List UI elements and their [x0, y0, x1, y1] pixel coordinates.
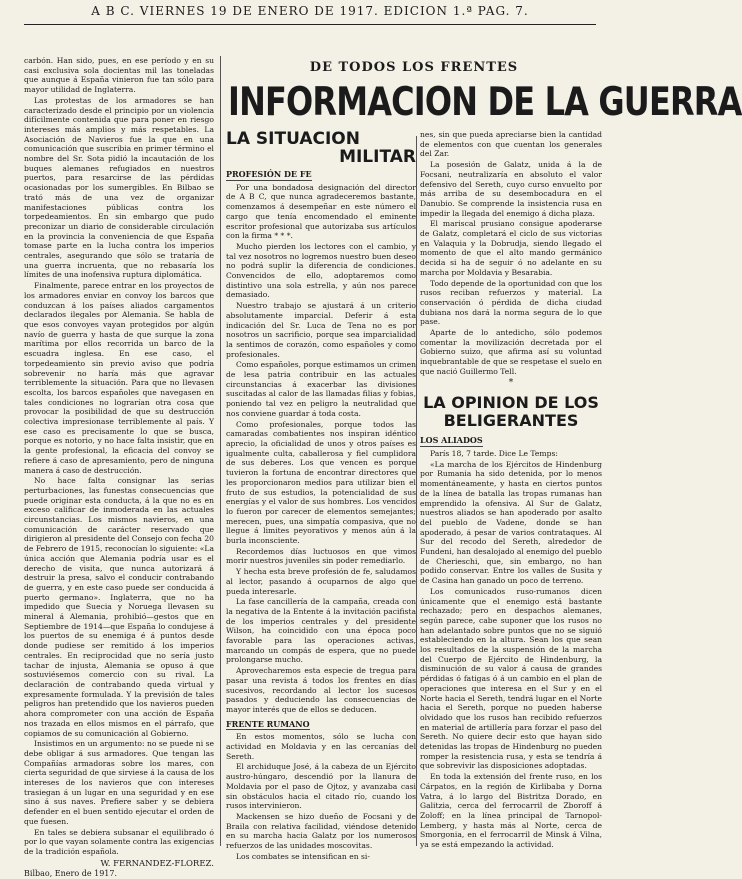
column-2 — [226, 129, 416, 861]
paragraph: Los combates se intensifican en si- — [236, 851, 370, 861]
paragraph: La posesión de Galatz, unida á la de Focsani, neutralizaría en absoluto el valor defensivo del Sereth, cuyo curso envuelto por más arriba de su desembocadura en el Danubio. Se comprende la insistencia rusa en impedir la llegada del enemigo á dicha plaza. — [420, 160, 602, 218]
headline-title: INFORMACION DE LA GUERRA — [228, 80, 742, 125]
subheading: LOS ALIADOS — [420, 435, 483, 446]
paragraph: nes, sin que pueda apreciarse bien la cantidad de elementos con que cuentan los generales del Zar. — [420, 130, 602, 159]
paragraph: Mackensen se hizo dueño de Focsani y de Braila con relativa facilidad, viéndose detenido en su marcha hacia Galatz por los numerosos refuerzos de las unidades moscovitas. — [226, 812, 416, 851]
paragraph: En estos momentos, sólo se lucha con actividad en Moldavia y en las cercanías del Sereth. — [226, 732, 416, 761]
paragraph: «La marcha de los Ejércitos de Hindenburg por Rumania ha sido detenida, por lo menos momentáneamente, y hasta en ciertos puntos de la línea de batalla las tropas rumanas han emprendido la ofensiva. Al Sur de Galatz, nuestros aliados se han apoderado por asalto del pueblo de Vadene, donde se han apoderado, á pesar de varios contrataques. Al Sur del recodo del Sereth, alrededor de Fundeni, han desalojado al enemigo del pueblo de Cherieschi, que, sin embargo, no han podido conservar. Entre los valles de Susita y de Casina han ganado un poco de terreno. — [420, 459, 602, 586]
column-1 — [24, 56, 214, 879]
paragraph: Todo depende de la oportunidad con que los rusos reciban refuerzos y material. La conservación ó pérdida de dicha ciudad dubiana nos dará la norma segura de lo que pase. — [420, 278, 602, 327]
paragraph: Aprovecharemos esta especie de tregua para pasar una revista á todos los frentes en días sucesivos, recordando al lector los sucesos pasados y deduciendo las consecuencias de mayor interés que de ellos se deducen. — [226, 666, 416, 714]
dateline: Bilbao, Enero de 1917. — [24, 869, 117, 879]
paragraph: Aparte de lo antedicho, sólo podemos comentar la movilización decretada por el Gobierno suizo, que afirma así su voluntad inquebrantable de que se respetase el suelo en que nació Guillermo Tell. — [420, 328, 602, 376]
column-divider — [220, 56, 221, 846]
subheading: FRENTE RUMANO — [226, 718, 310, 729]
subheading: PROFESIÓN DE FE — [226, 169, 312, 179]
paragraph: En tales se debiera subsanar el equilibrado ó por lo que vayan solamente contra las exigencias de la tradición española. — [24, 827, 214, 856]
column-3 — [420, 130, 602, 848]
paragraph: París 18, 7 tarde. Dice Le Temps: — [430, 448, 558, 458]
paragraph: Como españoles, porque estimamos un crimen de lesa patria contribuir en las actuales circunstancias á exacerbar las divisiones suscitadas al calor de las llamadas filias y fobias, poniendo tal vez en peligro la neutralidad que nos conviene guardar á toda costa. — [226, 360, 416, 418]
paragraph: En toda la extensión del frente ruso, en los Cárpatos, en la región de Kirlibaba y Dorna Vatra, á lo largo del Bistritza Dorado, en Galitzia, cerca del ferrocarril de Zboroff á Zoloff; en la línea principal de Tarnopol-Lemberg, y hasta más al Norte, cerca de Smorgonia, en el ferrocarril de Minsk á Vilna, ya se está empezando la actividad. — [420, 772, 602, 850]
section-separator: * — [508, 377, 514, 388]
paragraph: carbón. Han sido, pues, en ese período y en su casi exclusiva sola docientas mil las toneladas que aunque á España vinieron fue tan sólo para mayor utilidad de Inglaterra. — [24, 56, 214, 95]
author-signature: W. FERNANDEZ-FLOREZ. — [100, 858, 214, 869]
column-divider — [416, 136, 417, 846]
paragraph: El archiduque José, á la cabeza de un Ejército austro-húngaro, descendió por la llanura de Moldavia por el paso de Ojtoz, y avanzaba casi sin obstáculos hacia el citado río, cuando los rusos intervinieron. — [226, 762, 416, 811]
paragraph: Nuestro trabajo se ajustará á un criterio absolutamente imparcial. Deferir á esta indicación del Sr. Luca de Tena no es por nosotros un sacrificio, porque sea imparcialidad la sentimos de corazón, como españoles y como profesionales. — [226, 301, 416, 359]
paragraph: El mariscal prusiano consigue apoderarse de Galatz, completará el ciclo de sus victorias en Valaquia y la Dobrudja, siendo llegado el momento de que el alto mando germánico decida si ha de seguir ó no adelante en su marcha por Moldavia y Besarabia. — [420, 219, 602, 277]
section-title: MILITAR — [339, 147, 416, 167]
paragraph: Las protestas de los armadores se han caracterizado desde el principio por un violencia difícilmente contenida que para poner en riesgo intereses más amplios y más respetables. La Asociación de Navieros fue la que en una comunicación que suscribia en primer término el nombre del Sr. Sota pidió la incautación de los buques alemanes refugiados en nuestros puertos, para resarcirse de las pérdidas ocasionadas por los sumergibles. En Bilbao se trató más de una vez de organizar manifestaciones públicas contra los torpedeamientos. En sin embargo que pudo preconizar un diario de considerable circulación en la provincia la conveniencia de que España tomase parte en la lucha contra los imperios centrales, asegurando que sólo se trataría de una guerra incruenta, que no rebasaría los límites de una inofensiva ruptura diplomática. — [24, 95, 214, 280]
paragraph: Insistimos en un argumento: no se puede ni se debe obligar á sus armadores. Que tengan las Compañías armadoras sobre los mares, con cierta seguridad de que sirviese á la causa de los intereses de los navieros que con intereses trasiegan á un lugar en una seguridad y en ese sino á sus naves. Prefiere saber y se debiera defender en el buen sentido ejecutar el orden de que fuesen. — [24, 739, 214, 826]
paragraph: La fase cancillería de la campaña, creada con la negativa de la Entente á la invitación pacifista de los imperios centrales y del presidente Wilson, ha coincidido con una época poco favorable para las operaciones activas, marcando un compás de espera, que no puede prolongarse mucho. — [226, 597, 416, 665]
paragraph: Mucho pierden los lectores con el cambio, y tal vez nosotros no logremos nuestro buen deseo no podrá suplir la diferencia de condiciones. Convencidos de ello, adoptaremos como distintivo una sola estrella, y aún nos parece demasiado. — [226, 241, 416, 300]
paragraph: Y hecha esta breve profesión de fe, saludamos al lector, pasando á ocuparnos de algo que pueda interesarle. — [226, 567, 416, 596]
paragraph: Los comunicados ruso-rumanos dicen únicamente que el enemigo está bastante rechazado; pero en despachos alemanes, según parece, cabe suponer que los rusos no han adelantado sobre puntos que no se siguió estableciendo en la altura. Sean los que sean los resultados de la suspensión de la marcha del Cuerpo de Ejército de Hindenburg, la disminución de su valor á causa de grandes pérdidas ó fatigas ó á un cambio en el plan de operaciones que interesa en el Sur y en el Norte hacia el Sereth, tendrá lugar en el Norte hacia el Sereth, porque no pueden haberse olvidado que los rusos han recibido refuerzos en material de artillería para forzar el paso del Sereth. No quiere decir esto que hayan sido detenidas las tropas de Hindenburg no pueden romper la resistencia rusa, y esta se tendría á que sobrevivir las disposiciones adoptadas. — [420, 586, 602, 771]
section-title: LA SITUACION — [226, 129, 360, 149]
paragraph: Recordemos días luctuosos en que vimos morir nuestros juveniles sin poder remediarlo. — [226, 546, 416, 566]
paragraph: Por una bondadosa designación del director de A B C, que nunca agradeceremos bastante, comenzamos á desempeñar en este número el cargo que tenía encomendado el eminente escritor profesional que autorizaba sus artículos con la firma * * *. — [226, 182, 416, 241]
section-title: LA OPINION DE LOS BELIGERANTES — [423, 393, 599, 431]
header-rule — [24, 24, 596, 25]
headline-kicker: DE TODOS LOS FRENTES — [309, 60, 519, 75]
page-header: A B C. VIERNES 19 DE ENERO DE 1917. EDICION 1.ª PAG. 7. — [91, 4, 529, 18]
paragraph: No hace falta consignar las serias perturbaciones, las funestas consecuencias que puede originar esta conducta, á la que no es en exceso calificar de inmoderada en las actuales circunstancias. Los mismos navieros, en una comunicación de carácter reservado que dirigieron al presidente del Consejo con fecha 20 de Febrero de 1915, reconocían lo siguiente: «La única acción que Alemania podría usar es el derecho de visita, que nunca autorizará á destruir la presa, salvo el conducir contrabando de guerra, y en este caso puede ser conducida á puerto germano». Inglaterra, que no ha impedido que Suecia y Noruega llevasen su mineral á Alemania, prohibió—gestos que en Septiembre de 1914—que España lo condujese á los puertos de su enemiga é á puntos desde donde pudiese ser remitido á los imperios centrales. En reciprocidad que no sería justo tachar de injusta, Alemania se opuso á que sostuviésemos comercio con su rival. La declaración de contrabando queda virtual y expresamente formulada. Y la previsión de tales peligros han pretendido que los navieros pueden ahora comprometer con una acción de España nos trazada en ellos mismos en el párrafo, que copiamos de su comunicación al Gobierno. — [24, 476, 214, 738]
paragraph: Como profesionales, porque todos las camaradas combatientes nos inspiran idéntico aprecio, la oficialidad de unos y otros países es igualmente culta, caballerosa y fiel cumplidora de sus deberes. Los que vencen es porque tuvieron la fortuna de encontrar directores que les proporcionaron medios para utilizar bien el fruto de sus estudios, la potencialidad de sus energías y el valor de sus hombres. Los vencidos lo fueron por carecer de elementos semejantes; merecen, pues, una simpatía compasiva, que no llegue á limites peyorativos y menos aún á la burla inconsciente. — [226, 419, 416, 546]
paragraph: Finalmente, parece entrar en los proyectos de los armadores enviar en convoy los barcos que conduzcan á los países aliados cargamentos declarados ilegales por Alemania. Se habla de que esos convoyes vayan protegidos por algún navío de guerra y hasta de que surque la zona marítima por ellos recorrida un barco de la escuadra inglesa. En ese caso, el torpedeamiento sin previo aviso que podría sobrevenir no haría más que agravar terriblemente la situación. Para que no llevasen escolta, los barcos españoles que navegasen en tales condiciones no lograrían otra cosa que provocar la posibilidad de que su destrucción colectiva impresionase terriblemente al país. Y ese caso es precisamente lo que se busca, porque es notorio, y no hace falta insistir, que en la gente profesional, la eficacia del convoy se refiere á caso de apresamiento, pero de ninguna manera á caso de destrucción. — [24, 281, 214, 475]
